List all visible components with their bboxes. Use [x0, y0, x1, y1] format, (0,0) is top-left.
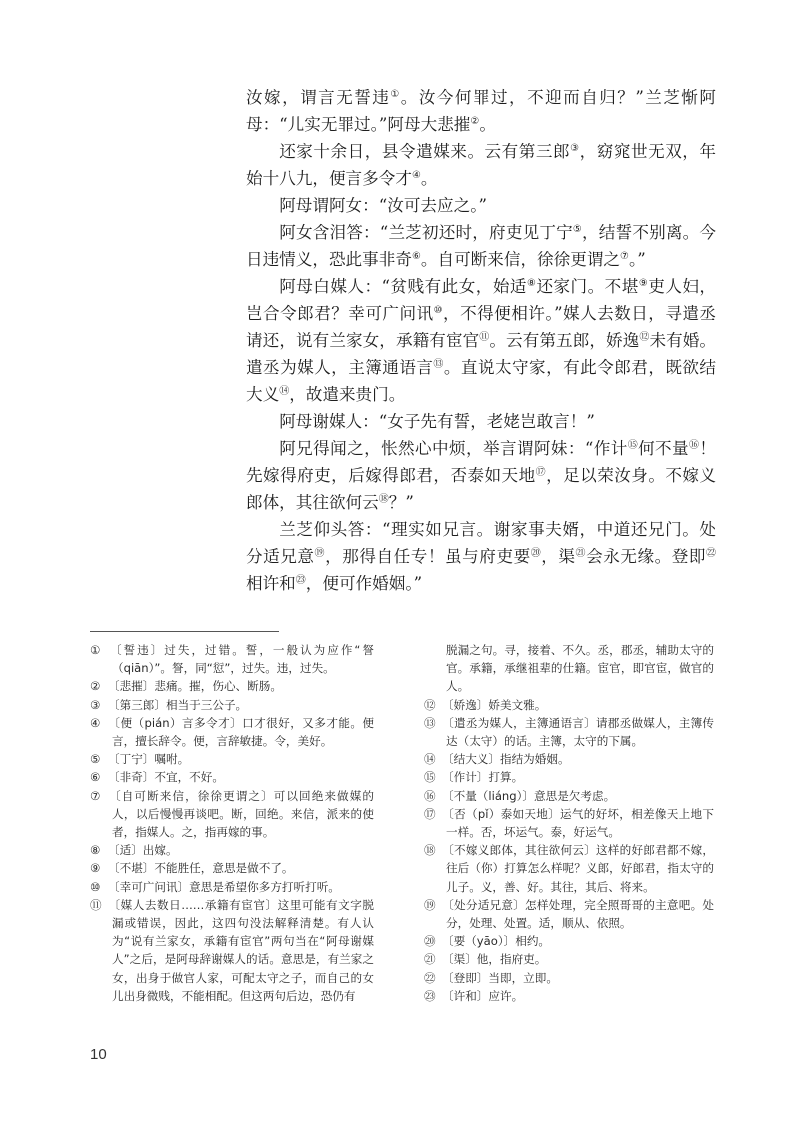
footnote-marker: ⑪ — [479, 332, 490, 343]
text-run: ，便可作婚姻。” — [305, 574, 423, 593]
footnote-item — [90, 896, 374, 1005]
footnote-marker: ⑱ — [378, 494, 389, 505]
footnote-marker: ㉓ — [295, 575, 306, 586]
text-run: ，故遣来贵门。 — [289, 385, 406, 404]
footnote-number: ⑨ — [90, 861, 101, 876]
footnote-number: ⑳ — [424, 934, 436, 949]
footnote-item — [90, 841, 374, 859]
footnote-item — [90, 677, 374, 695]
footnote-marker: ⑦ — [620, 251, 629, 262]
footnote-text: 〔非奇〕不宜，不好。 — [108, 770, 224, 785]
text-run: ！先嫁得府吏，后嫁得郎君，否泰如天地 — [246, 439, 717, 485]
footnote-marker: ⑯ — [689, 440, 700, 451]
footnote-item — [424, 750, 714, 768]
footnote-text: 〔结大义〕指结为婚姻。 — [442, 752, 570, 767]
main-paragraph — [246, 435, 716, 516]
footnote-text: 〔便（pián）言多令才〕口才很好，又多才能。便言，擅长辞令。便，言辞敏捷。令，美好。 — [108, 715, 374, 749]
footnote-number: ① — [90, 643, 101, 657]
text-run: 汝嫁，谓言无誓违 — [246, 88, 391, 107]
footnote-continuation: 脱漏之句。寻，接着、不久。丞，郡丞，辅助太守的官。承籍，承继祖辈的仕籍。宦官，即官宦，做官的人。 — [446, 643, 714, 694]
footnote-number: ⑲ — [424, 897, 436, 912]
footnote-marker: ⑨ — [638, 278, 649, 289]
text-run: 阿母谢媒人：“女子先有誓，老姥岂敢言！” — [279, 412, 595, 431]
footnote-marker: ③ — [570, 143, 580, 154]
footnote-text: 〔娇逸〕娇美文雅。 — [442, 697, 547, 712]
footnote-number: ⑱ — [424, 843, 436, 858]
footnote-marker: ⑧ — [527, 278, 537, 289]
footnote-number: ㉑ — [424, 952, 436, 967]
footnote-marker: ④ — [411, 170, 421, 181]
text-run: 。 — [420, 169, 438, 188]
footnote-text: 〔适〕出嫁。 — [108, 843, 178, 858]
footnote-marker: ⑫ — [639, 332, 650, 343]
footnote-item — [90, 768, 374, 786]
footnote-marker: ① — [390, 89, 401, 100]
footnote-divider — [90, 631, 279, 632]
text-run: 何不量 — [638, 439, 690, 458]
text-run: 。” — [629, 250, 646, 269]
footnote-marker: ⑤ — [572, 224, 583, 235]
footnote-item — [424, 896, 714, 932]
footnote-number: ㉓ — [424, 988, 436, 1003]
footnote-number: ⑮ — [424, 770, 436, 785]
footnote-item — [90, 787, 374, 842]
footnote-number: ② — [90, 679, 101, 694]
main-paragraph — [246, 408, 716, 435]
footnote-number: ⑰ — [424, 806, 436, 821]
main-text — [246, 84, 716, 597]
footnote-item — [90, 641, 374, 677]
footnote-item — [90, 859, 374, 877]
footnote-text: 〔许和〕应许。 — [442, 988, 524, 1003]
footnote-text: 〔否（pǐ）泰如天地〕运气的好坏，相差像天上地下一样。否，坏运气。泰，好运气。 — [442, 806, 714, 840]
footnote-item — [424, 841, 714, 896]
footnote-item — [90, 750, 374, 768]
main-paragraph — [246, 192, 716, 219]
footnote-number: ⑫ — [424, 697, 436, 712]
footnote-marker: ㉒ — [706, 548, 717, 559]
footnotes-right-column — [424, 641, 714, 1005]
footnote-number: ⑤ — [90, 752, 101, 767]
footnote-item — [424, 768, 714, 786]
footnote-number: ⑥ — [90, 770, 101, 785]
main-paragraph — [246, 84, 716, 138]
text-run: 。汝今何罪过，不迎而自归？”兰芝惭阿母：“儿实无罪过。”阿母大悲摧 — [246, 88, 717, 134]
text-run: ，不得便相许。”媒人去数日，寻遣丞请还，说有兰家女，承籍有宦官 — [246, 304, 717, 350]
text-run: 阿母谓阿女：“汝可去应之。” — [279, 196, 487, 215]
footnote-text: 〔自可断来信，徐徐更谓之〕可以回绝来做媒的人，以后慢慢再谈吧。断，回绝。来信，派来的使者，指媒人。之，指再嫁的事。 — [108, 788, 374, 840]
footnote-text: 〔不嫁义郎体，其往欲何云〕这样的好郎君都不嫁，往后（你）打算怎么样呢？义郎，好郎君，指太守的儿子。义，善、好。其往，其后、将来。 — [442, 843, 714, 894]
text-run: ，结誓不别离。今日违情义，恐此事非奇 — [246, 223, 716, 269]
main-paragraph — [246, 273, 716, 408]
footnote-item — [424, 932, 714, 950]
footnote-text: 〔誓违〕过失，过错。誓，一般认为应作“詧（qiān）”。詧，同“愆”，过失。违，过失。 — [108, 643, 374, 676]
text-run: 阿兄得闻之，怅然心中烦，举言谓阿妹：“作计 — [279, 439, 628, 458]
text-run: 。自可断来信，徐徐更谓之 — [420, 250, 621, 269]
footnote-marker: ⑭ — [279, 386, 290, 397]
text-run: ，足以荣汝身。不嫁义郎体，其往欲何云 — [246, 466, 717, 512]
footnote-text: 〔登即〕当即，立即。 — [442, 970, 558, 985]
footnote-item — [424, 969, 714, 987]
footnote-item — [90, 878, 374, 896]
footnote-item — [424, 805, 714, 841]
footnote-number: ⑭ — [424, 752, 436, 767]
text-run: ，渠 — [541, 547, 576, 566]
text-run: 还家十余日，县令遣媒来。云有第三郎 — [279, 142, 571, 161]
footnote-number: ㉒ — [424, 970, 436, 985]
main-paragraph — [246, 138, 716, 192]
text-run: 。云有第五郎，娇逸 — [489, 331, 640, 350]
footnote-text: 〔处分适兄意〕怎样处理，完全照哥哥的主意吧。处分，处理、处置。适，顺从、依照。 — [442, 897, 714, 931]
footnote-number: ⑬ — [424, 715, 436, 730]
footnote-text: 〔不堪〕不能胜任，意思是做不了。 — [108, 861, 294, 876]
footnote-marker: ⑳ — [530, 548, 542, 559]
footnote-item — [90, 696, 374, 714]
footnote-number: ⑧ — [90, 843, 101, 858]
footnote-number: ⑯ — [424, 788, 436, 803]
footnote-text: 〔丁宁〕嘱咐。 — [108, 752, 190, 767]
footnote-marker: ⑮ — [627, 440, 639, 451]
main-paragraph — [246, 516, 716, 597]
footnote-number: ⑪ — [90, 897, 102, 912]
footnote-number: ③ — [90, 697, 101, 712]
footnote-item — [424, 714, 714, 750]
footnote-number: ⑩ — [90, 879, 101, 894]
text-run: 相许和 — [246, 574, 296, 593]
text-run: ，那得自任专！虽与府吏要 — [325, 547, 531, 566]
footnote-marker: ⑰ — [535, 467, 547, 478]
footnote-item — [424, 987, 714, 1005]
footnote-number: ④ — [90, 715, 101, 730]
footnote-text: 〔不量（liáng）〕意思是欠考虑。 — [442, 788, 616, 803]
footnote-item — [424, 950, 714, 968]
footnote-item — [424, 696, 714, 714]
text-run: 。 — [479, 115, 496, 134]
footnote-text: 〔遣丞为媒人，主簿通语言〕请郡丞做媒人，主簿传达（太守）的话。主簿，太守的下属。 — [442, 715, 714, 749]
text-run: 阿母白媒人：“贫贱有此女，始适 — [279, 277, 527, 296]
footnote-marker: ⑬ — [433, 359, 444, 370]
footnote-text: 〔第三郎〕相当于三公子。 — [108, 697, 248, 712]
footnote-item — [424, 787, 714, 805]
footnote-marker: ⑩ — [433, 305, 444, 316]
text-run: 。直说太守家，有此令郎君，既欲结大义 — [246, 358, 717, 404]
text-run: 阿女含泪答：“兰芝初还时，府吏见丁宁 — [279, 223, 573, 242]
footnote-marker: ② — [470, 116, 480, 127]
footnote-number: ⑦ — [90, 788, 101, 803]
text-run: ，窈窕世无双，年始十八九，便言多令才 — [246, 142, 717, 188]
footnote-item — [90, 714, 374, 750]
footnote-text: 〔渠〕他，指府吏。 — [442, 952, 547, 967]
text-run: 会永无缘。登即 — [586, 547, 707, 566]
text-run: 未有婚。遣丞为媒人，主簿通语言 — [246, 331, 717, 377]
footnote-text: 〔要（yāo）〕相约。 — [442, 934, 551, 949]
footnotes-left-column — [90, 641, 374, 1005]
footnote-marker: ⑥ — [411, 251, 421, 262]
footnote-marker: ⑲ — [314, 548, 326, 559]
footnote-text: 〔幸可广问讯〕意思是希望你多方打听打听。 — [108, 879, 340, 894]
text-run: 吏人妇，岂合令郎君？幸可广问讯 — [246, 277, 717, 323]
footnote-text: 〔媒人去数日……承籍有宦官〕这里可能有文字脱漏或错误，因此，这四句没法解释清楚。有人认为“说有兰家女，承籍有宦官”两句当在“阿母谢媒人”之后，是阿母辞谢媒人的话。意思是，有兰家之女，出身于做官人家，可配太守之子，而自己的女儿出身微贱，不能相配。但这两句后边，恐仍有 — [108, 897, 374, 1003]
text-run: 兰芝仰头答：“理实如兄言。谢家事夫婿，中道还兄门。处分适兄意 — [246, 520, 716, 566]
main-paragraph — [246, 219, 716, 273]
footnote-marker: ㉑ — [575, 548, 587, 559]
text-run: ？” — [388, 493, 414, 512]
page-number: 10 — [90, 1046, 107, 1063]
footnote-text: 〔悲摧〕悲痛。摧，伤心、断肠。 — [108, 679, 282, 694]
text-run: 还家门。不堪 — [536, 277, 639, 296]
footnote-text: 〔作计〕打算。 — [442, 770, 524, 785]
